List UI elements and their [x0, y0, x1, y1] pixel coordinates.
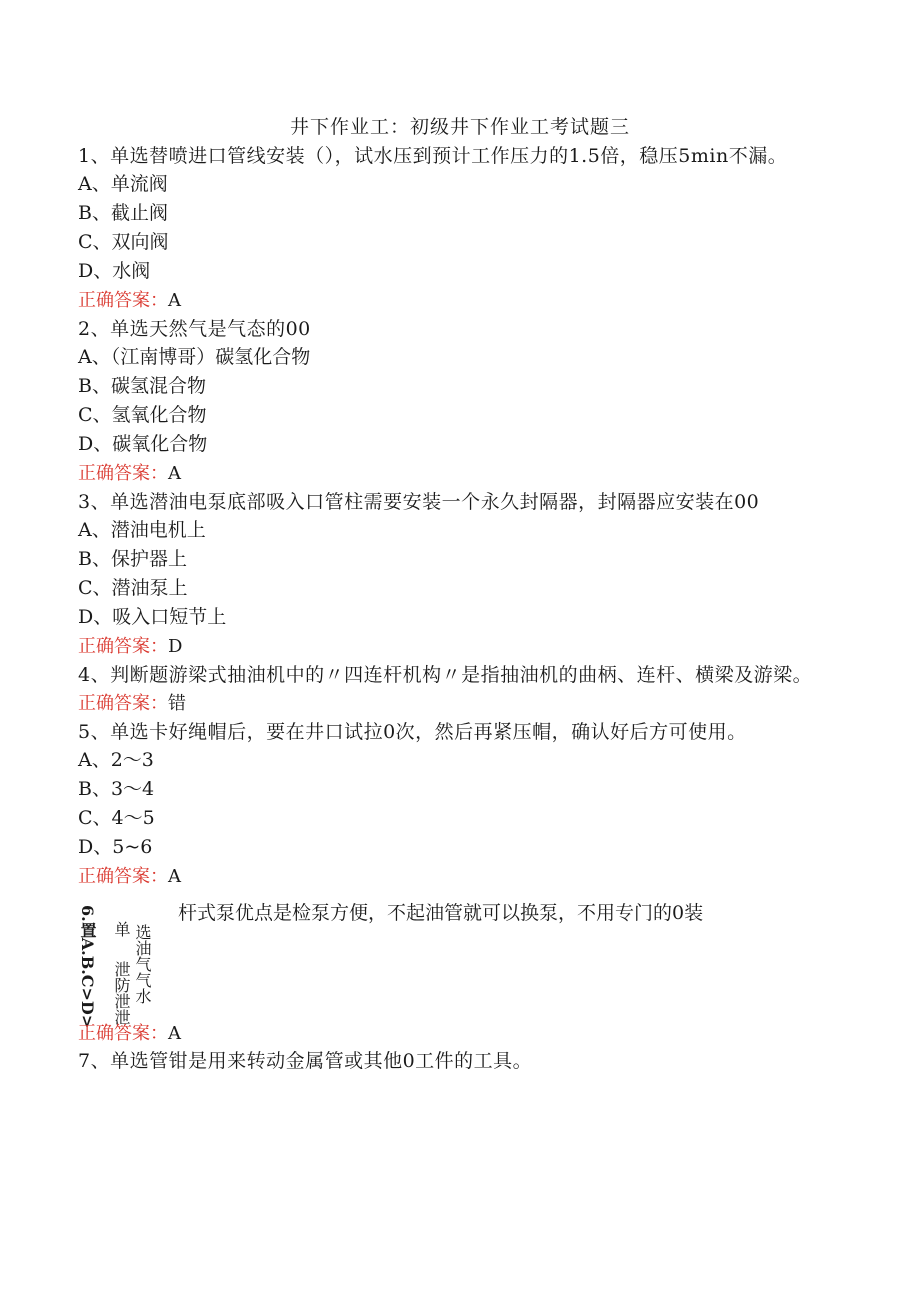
question-2 [78, 315, 838, 488]
question-text: 4、判断题游梁式抽油机中的〃四连杆机构〃是指抽油机的曲柄、连杆、横梁及游梁。 [78, 664, 813, 686]
garbled-column-3: 选油气气水 [133, 924, 152, 1004]
answer-label: 正确答案： [78, 290, 168, 311]
option-b: B、3～4 [78, 778, 155, 800]
option-c: C、4～5 [78, 807, 155, 829]
answer-label: 正确答案： [78, 1023, 168, 1044]
answer-value: D [168, 636, 183, 657]
correct-answer [78, 1019, 181, 1048]
option-a: A、潜油电机上 [78, 519, 206, 541]
correct-answer [78, 862, 838, 891]
option-c: C、潜油泵上 [78, 577, 188, 599]
question-3 [78, 488, 838, 661]
question-4 [78, 661, 838, 718]
answer-label: 正确答案： [78, 463, 168, 484]
question-6 [78, 891, 838, 1047]
question-text: 7、单选管钳是用来转动金属管或其他0工件的工具。 [78, 1050, 533, 1072]
question-text: 3、单选潜油电泵底部吸入口管柱需要安装一个永久封隔器，封隔器应安装在00 [78, 491, 760, 513]
option-a: A、2～3 [78, 749, 154, 771]
question-list [78, 142, 838, 1075]
question-text: 杆式泵优点是检泵方便，不起油管就可以换泵，不用专门的0装 [178, 902, 704, 924]
correct-answer [78, 632, 838, 661]
option-b: B、保护器上 [78, 548, 187, 570]
garbled-column-2b: 泄防泄泄 [112, 961, 131, 1025]
garbled-column-2a: 单 [112, 921, 131, 937]
option-d: D、水阀 [78, 260, 151, 282]
answer-value: A [168, 1023, 181, 1044]
answer-label: 正确答案： [78, 636, 168, 657]
option-d: D、5~6 [78, 836, 153, 858]
option-c: C、双向阀 [78, 231, 169, 253]
option-d: D、碳氧化合物 [78, 433, 208, 455]
page-title: 井下作业工：初级井下作业工考试题三 [289, 116, 630, 138]
answer-label: 正确答案： [78, 693, 168, 714]
answer-value: A [168, 463, 181, 484]
answer-value: A [168, 290, 181, 311]
option-b: B、截止阀 [78, 202, 168, 224]
correct-answer [78, 459, 838, 488]
option-a: A、（江南博哥）碳氢化合物 [78, 346, 311, 368]
option-c: C、氢氧化合物 [78, 404, 207, 426]
answer-value: A [168, 866, 181, 887]
question-1 [78, 142, 838, 315]
correct-answer [78, 689, 838, 718]
question-text: 1、单选替喷进口管线安装（），试水压到预计工作压力的1.5倍，稳压5min不漏。 [78, 145, 788, 167]
answer-value: 错 [168, 693, 186, 714]
answer-label: 正确答案： [78, 866, 168, 887]
question-7 [78, 1047, 838, 1075]
garbled-column-1: 6.置A.B.C>D> [78, 905, 97, 1029]
question-text: 2、单选天然气是气态的00 [78, 318, 311, 340]
question-5 [78, 718, 838, 891]
option-b: B、碳氢混合物 [78, 375, 206, 397]
question-text: 5、单选卡好绳帽后，要在井口试拉0次，然后再紧压帽，确认好后方可使用。 [78, 721, 747, 743]
option-a: A、单流阀 [78, 173, 168, 195]
correct-answer [78, 286, 838, 315]
option-d: D、吸入口短节上 [78, 606, 227, 628]
